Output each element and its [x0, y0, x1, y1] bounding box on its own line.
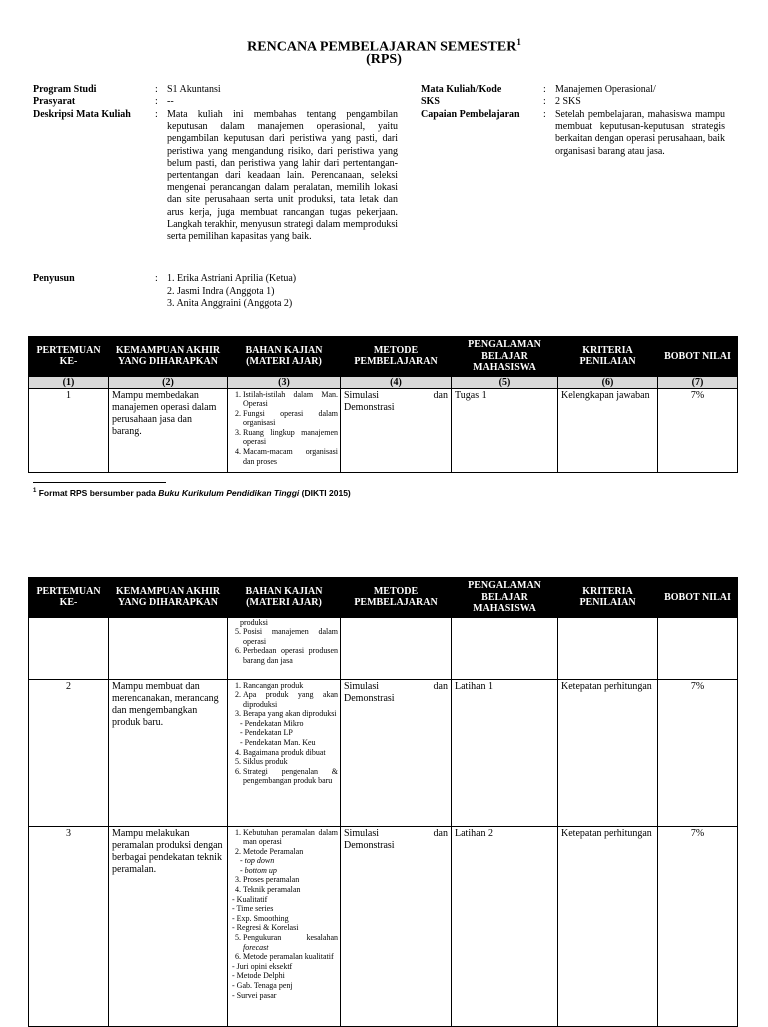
bahan-list — [230, 627, 338, 665]
prasyarat-value: -- — [167, 96, 174, 107]
pertemuan-cell: 2 — [29, 679, 109, 826]
bahan-item: 3. Berapa yang akan diproduksi — [243, 709, 338, 719]
kemampuan-cell: Mampu membuat dan merencanakan, merancang dan mengembangkan produk baru. — [109, 679, 228, 826]
matkul-value: Manajemen Operasional/ — [555, 84, 656, 95]
bahan-subitem: - Juri opini eksektf — [232, 961, 293, 971]
pengalaman-cell: Tugas 1 — [452, 388, 558, 472]
metode-cell: Simulasi dan Demonstrasi — [341, 388, 452, 472]
col-header-bobot: BOBOT NILAI — [658, 337, 738, 377]
footnote-divider — [33, 482, 166, 483]
bahan-subitem: - Exp. Smoothing — [232, 913, 289, 923]
bahan-list — [230, 875, 338, 894]
bahan-subitem: - Time series — [232, 904, 274, 914]
bobot-cell: 7% — [658, 679, 738, 826]
penyusun-item: 3. Anita Anggraini (Anggota 2) — [167, 298, 293, 309]
colon: : — [155, 109, 158, 120]
program-studi-value: S1 Akuntansi — [167, 84, 221, 95]
kriteria-cell — [558, 617, 658, 679]
col-header-pengalaman: PENGALAMAN BELAJAR MAHASISWA — [452, 337, 558, 377]
kemampuan-cell: Mampu melakukan peramalan produksi dengan berbagai pendekatan teknik peramalan. — [109, 826, 228, 1026]
column-number: (7) — [658, 376, 738, 388]
col-header-kriteria: KRITERIA PENILAIAN — [558, 337, 658, 377]
sks-value: 2 SKS — [555, 96, 581, 107]
bahan-item: 4. Macam-macam organisasi dan proses — [243, 447, 338, 466]
pengalaman-cell: Latihan 2 — [452, 826, 558, 1026]
column-number: (3) — [228, 376, 341, 388]
bahan-subitem: - top down — [240, 856, 275, 866]
col-header-bahan: BAHAN KAJIAN (MATERI AJAR) — [228, 578, 341, 618]
bahan-item: 3. Ruang lingkup manajemen operasi — [243, 428, 338, 447]
bahan-list — [230, 390, 338, 467]
bahan-cell — [228, 679, 341, 826]
table-row-continued — [29, 617, 738, 679]
rps-table-page1 — [28, 336, 738, 473]
penyusun-item: 1. Erika Astriani Aprilia (Ketua) — [167, 273, 297, 284]
page-title: RENCANA PEMBELAJARAN SEMESTER$^1$ — [247, 37, 521, 55]
bahan-item: 1. Rancangan produk — [243, 681, 338, 691]
col-header-pengalaman: PENGALAMAN BELAJAR MAHASISWA — [452, 578, 558, 618]
table-header-row — [29, 337, 738, 377]
footnote: $^1$ Format RPS bersumber pada Buku Kurikulum Pendidikan Tinggi (DIKTI 2015) — [33, 488, 351, 498]
bahan-cell — [228, 388, 341, 472]
metode-cell: Simulasi dan Demonstrasi — [341, 826, 452, 1026]
bobot-cell: 7% — [658, 388, 738, 472]
bobot-cell: 7% — [658, 826, 738, 1026]
bahan-subitem: - Pendekatan Mikro — [240, 718, 304, 728]
col-header-kemampuan: KEMAMPUAN AKHIR YANG DIHARAPKAN — [109, 578, 228, 618]
kriteria-cell: Ketepatan perhitungan — [558, 679, 658, 826]
bahan-item: 1. Kebutuhan peramalan dalam man operasi — [243, 828, 338, 847]
table-row — [29, 826, 738, 1026]
pertemuan-cell — [29, 617, 109, 679]
bahan-item: 2. Apa produk yang akan diproduksi — [243, 690, 338, 709]
bahan-list — [230, 748, 338, 786]
bahan-subitem: - Regresi & Korelasi — [232, 923, 299, 933]
bahan-subitem: - Metode Delphi — [232, 971, 285, 981]
metode-cell — [341, 617, 452, 679]
col-header-pertemuan: PERTEMUAN KE- — [29, 578, 109, 618]
col-header-kriteria: KRITERIA PENILAIAN — [558, 578, 658, 618]
capaian-label: Capaian Pembelajaran — [421, 109, 520, 120]
bahan-item: 4. Bagaimana produk dibuat — [243, 748, 338, 758]
kriteria-cell: Kelengkapan jawaban — [558, 388, 658, 472]
bahan-subitem: - Pendekatan Man. Keu — [240, 738, 316, 748]
prasyarat-label: Prasyarat — [33, 96, 76, 107]
bahan-subitem: - Kualitatif — [232, 894, 268, 904]
col-header-bahan: BAHAN KAJIAN (MATERI AJAR) — [228, 337, 341, 377]
bahan-subitem: - Survei pasar — [232, 990, 277, 1000]
capaian-value: Setelah pembelajaran, mahasiswa mampu membuat keputusan-keputusan strategis berkaitan dengan operasi perusahaan, baik organisasi barang atau jasa. — [555, 109, 725, 157]
deskripsi-label: Deskripsi Mata Kuliah — [33, 109, 131, 120]
sks-label: SKS — [421, 96, 440, 107]
rps-table-page2 — [28, 577, 738, 1027]
col-header-pertemuan: PERTEMUAN KE- — [29, 337, 109, 377]
column-number: (1) — [29, 376, 109, 388]
pertemuan-cell: 1 — [29, 388, 109, 472]
col-header-metode: METODE PEMBELAJARAN — [341, 337, 452, 377]
table-header-row — [29, 578, 738, 618]
kriteria-cell: Ketepatan perhitungan — [558, 826, 658, 1026]
bahan-item: 2. Metode Peramalan — [243, 847, 338, 857]
column-number: (4) — [341, 376, 452, 388]
bahan-item: 1. Istilah-istilah dalam Man. Operasi — [243, 390, 338, 409]
program-studi-label: Program Studi — [33, 84, 97, 95]
bahan-item: 5. Siklus produk — [243, 757, 338, 767]
deskripsi-value: Mata kuliah ini membahas tentang pengambilan keputusan dalam manajemen operasional, yaitu pengambilan keputusan dari peristiwa yang pasti, dari peristiwa yang mengandung risiko, dari peristiwa yang belum pasti, dan peristiwa yang lahir dari pertentangan-pertentangan dari keadaan lain. Perencanaan, seleksi mengenai perancangan dalam peralatan, memilih lokasi dan site perusahaan serta unit produksi, tata letak dan arus kerja, juga membuat rancangan tugas pekerjaan. Langkah terakhir, menyusun strategi dalam memproduksi serta pemilihan kapasitas yang baik. — [167, 109, 398, 243]
pengalaman-cell — [452, 617, 558, 679]
kemampuan-cell: Mampu membedakan manajemen operasi dalam perusahaan jasa dan barang. — [109, 388, 228, 472]
bahan-list — [230, 681, 338, 719]
metode-cell: Simulasi dan Demonstrasi — [341, 679, 452, 826]
bahan-cell — [228, 826, 341, 1026]
penyusun-item: 2. Jasmi Indra (Anggota 1) — [167, 285, 275, 297]
colon: : — [155, 96, 158, 107]
bahan-item: 2. Fungsi operasi dalam organisasi — [243, 409, 338, 428]
colon: : — [543, 109, 546, 120]
bobot-cell — [658, 617, 738, 679]
col-header-kemampuan: KEMAMPUAN AKHIR YANG DIHARAPKAN — [109, 337, 228, 377]
bahan-item: 3. Proses peramalan — [243, 875, 338, 885]
colon: : — [155, 84, 158, 95]
penyusun-label: Penyusun — [33, 273, 75, 284]
bahan-item: 6. Perbedaan operasi produsen barang dan jasa — [243, 646, 338, 665]
colon: : — [155, 273, 158, 284]
pertemuan-cell: 3 — [29, 826, 109, 1026]
pengalaman-cell: Latihan 1 — [452, 679, 558, 826]
column-number-row — [29, 376, 738, 388]
bahan-item: 6. Metode peramalan kualitatif — [243, 952, 338, 962]
bahan-item: produksi — [240, 617, 268, 627]
bahan-item: 6. Strategi pengenalan & pengembangan produk baru — [243, 767, 338, 786]
penyusun-list — [167, 273, 296, 311]
table-row — [29, 388, 738, 472]
bahan-list — [230, 828, 338, 857]
column-number: (2) — [109, 376, 228, 388]
bahan-list — [230, 933, 338, 962]
bahan-cell — [228, 617, 341, 679]
kemampuan-cell — [109, 617, 228, 679]
column-number: (5) — [452, 376, 558, 388]
colon: : — [543, 84, 546, 95]
bahan-item: 5. Pengukuran kesalahan forecast — [243, 933, 338, 952]
bahan-item: 5. Posisi manajemen dalam operasi — [243, 627, 338, 646]
column-number: (6) — [558, 376, 658, 388]
matkul-label: Mata Kuliah/Kode — [421, 84, 502, 95]
page-subtitle: (RPS) — [366, 52, 402, 67]
bahan-subitem: - Pendekatan LP — [240, 728, 293, 738]
colon: : — [543, 96, 546, 107]
col-header-metode: METODE PEMBELAJARAN — [341, 578, 452, 618]
bahan-subitem: - bottom up — [240, 865, 277, 875]
bahan-item: 4. Teknik peramalan — [243, 885, 338, 895]
bahan-subitem: - Gab. Tenaga penj — [232, 981, 293, 990]
table-row — [29, 679, 738, 826]
col-header-bobot: BOBOT NILAI — [658, 578, 738, 618]
